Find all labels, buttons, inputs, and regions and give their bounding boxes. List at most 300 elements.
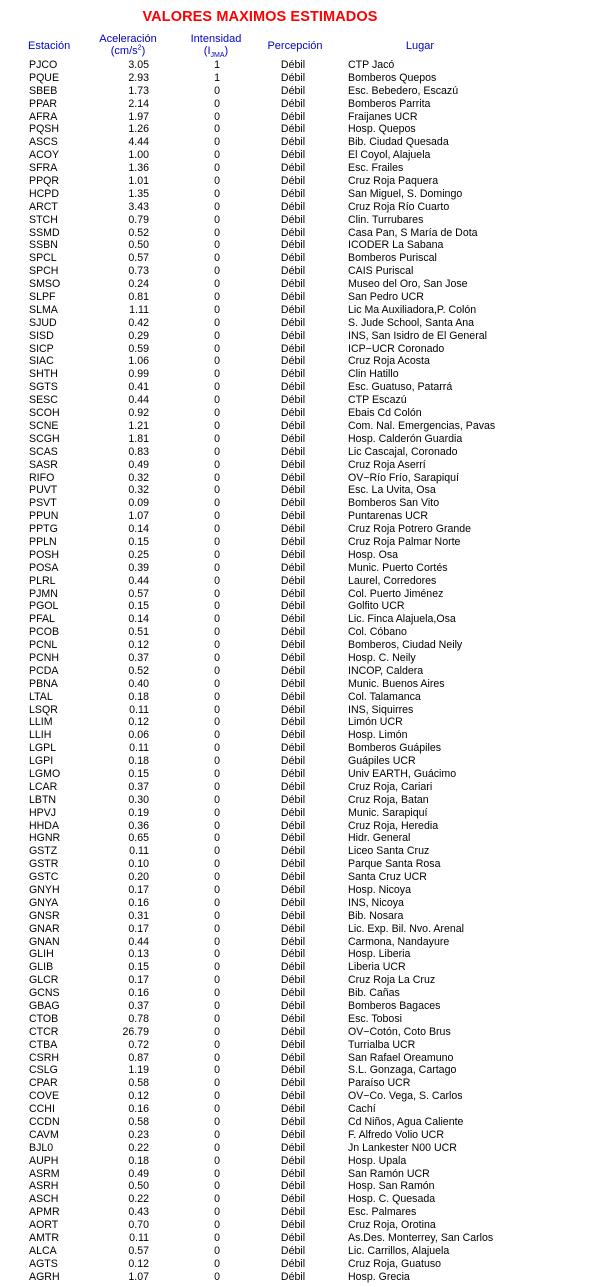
table-row — [0, 368, 590, 381]
location-name: Limón UCR — [348, 716, 403, 729]
station-code: CAVM — [29, 1128, 59, 1141]
intensity-value: 0 — [214, 175, 220, 188]
station-code: PQSH — [29, 123, 60, 136]
intensity-value: 0 — [214, 149, 220, 162]
location-name: OV−Cotón, Coto Brus — [348, 1025, 451, 1038]
location-name: Lic Cascajal, Coronado — [348, 445, 458, 458]
perception-value: Débil — [280, 535, 306, 548]
perception-value: Débil — [280, 110, 306, 123]
location-name: San Miguel, S. Domingo — [348, 187, 463, 200]
intensity-value: 0 — [214, 845, 220, 858]
header-intensidad — [180, 33, 252, 60]
station-code: POSH — [29, 548, 60, 561]
location-name: Hosp. Osa — [348, 548, 399, 561]
acceleration-value: 0.15 — [128, 600, 149, 613]
station-code: CTBA — [29, 1038, 58, 1051]
station-code: HPVJ — [29, 806, 57, 819]
intensity-value: 0 — [214, 213, 220, 226]
location-name: Cruz Roja La Cruz — [348, 974, 436, 987]
station-code: CCHI — [29, 1103, 55, 1116]
station-code: SCNE — [29, 419, 59, 432]
intensity-value: 0 — [214, 806, 220, 819]
acceleration-value: 2.93 — [128, 71, 149, 84]
station-code: HCPD — [29, 187, 60, 200]
acceleration-value: 1.81 — [128, 432, 149, 445]
perception-value: Débil — [280, 175, 306, 188]
intensity-value: 0 — [214, 523, 220, 536]
table-row — [0, 961, 590, 974]
perception-value: Débil — [280, 858, 306, 871]
station-code: GSTZ — [29, 845, 58, 858]
perception-value: Débil — [280, 574, 306, 587]
table-row — [0, 1232, 590, 1245]
intensity-value: 0 — [214, 303, 220, 316]
intensity-value: 0 — [214, 626, 220, 639]
location-name: OV−Río Frío, Sarapiquí — [348, 471, 459, 484]
intensity-value: 0 — [214, 1232, 220, 1245]
station-code: SPCL — [29, 252, 57, 265]
header-intensidad-unit — [180, 45, 252, 60]
intensity-value: 0 — [214, 1103, 220, 1116]
location-name: Esc. Palmares — [348, 1206, 417, 1219]
station-code: CSLG — [29, 1064, 58, 1077]
table-row — [0, 974, 590, 987]
acceleration-value: 0.52 — [128, 664, 149, 677]
acceleration-value: 0.92 — [128, 407, 149, 420]
acceleration-value: 0.12 — [128, 1090, 149, 1103]
perception-value: Débil — [280, 407, 306, 420]
header-intensidad-label: Intensidad — [190, 33, 242, 45]
acceleration-value: 4.44 — [128, 136, 149, 149]
location-name: Golfito UCR — [348, 600, 405, 613]
acceleration-value: 1.06 — [128, 355, 149, 368]
intensity-value: 0 — [214, 200, 220, 213]
acceleration-value: 0.50 — [128, 1180, 149, 1193]
table-row — [0, 948, 590, 961]
intensity-value: 0 — [214, 664, 220, 677]
location-name: Lic. Exp. Bil. Nvo. Arenal — [348, 922, 464, 935]
location-name: Hosp. Quepos — [348, 123, 416, 136]
location-name: Liceo Santa Cruz — [348, 845, 430, 858]
table-row — [0, 832, 590, 845]
station-code: COVE — [29, 1090, 60, 1103]
table-row — [0, 562, 590, 575]
table-row — [0, 343, 590, 356]
acceleration-value: 0.59 — [128, 342, 149, 355]
intensity-value: 0 — [214, 252, 220, 265]
acceleration-value: 0.52 — [128, 226, 149, 239]
acceleration-value: 0.18 — [128, 755, 149, 768]
acceleration-value: 0.29 — [128, 329, 149, 342]
intensity-value: 0 — [214, 755, 220, 768]
table-row — [0, 1245, 590, 1258]
station-code: PJCO — [29, 59, 58, 71]
location-name: Hosp. Calderón Guardia — [348, 432, 463, 445]
location-name: Col. Cóbano — [348, 626, 407, 639]
intensity-value: 0 — [214, 535, 220, 548]
acceleration-value: 1.73 — [128, 84, 149, 97]
intensity-value: 0 — [214, 1180, 220, 1193]
intensity-value: 0 — [214, 1077, 220, 1090]
acceleration-value: 0.17 — [128, 884, 149, 896]
station-code: GNYH — [29, 884, 60, 896]
station-code: PGOL — [29, 600, 59, 613]
station-code: SLPF — [29, 291, 56, 304]
location-name: Hosp. Grecia — [348, 1270, 410, 1283]
table-row — [0, 626, 590, 639]
station-code: GLIB — [29, 961, 54, 974]
perception-value: Débil — [280, 123, 306, 136]
station-code: LGPI — [29, 755, 54, 768]
station-code: GCNS — [29, 987, 60, 1000]
intensity-value: 0 — [214, 677, 220, 690]
perception-value: Débil — [280, 71, 306, 84]
table-row — [0, 1168, 590, 1181]
table-row — [0, 1193, 590, 1206]
perception-value: Débil — [280, 1193, 306, 1206]
intensity-value: 0 — [214, 922, 220, 935]
station-code: SMSO — [29, 278, 61, 291]
intensity-value: 0 — [214, 832, 220, 845]
perception-value: Débil — [280, 819, 306, 832]
table-row — [0, 794, 590, 807]
perception-value: Débil — [280, 445, 306, 458]
intensity-value: 0 — [214, 896, 220, 909]
station-code: CTCR — [29, 1025, 59, 1038]
table-row — [0, 1077, 590, 1090]
acceleration-value: 0.09 — [128, 497, 149, 510]
table-row — [0, 1180, 590, 1193]
station-code: PSVT — [29, 497, 57, 510]
table-row — [0, 845, 590, 858]
location-name: Cruz Roja Acosta — [348, 355, 430, 368]
perception-value: Débil — [280, 265, 306, 278]
header-aceleracion-label: Aceleración — [99, 33, 157, 45]
table-row — [0, 59, 590, 72]
perception-value: Débil — [280, 187, 306, 200]
station-code: HGNR — [29, 832, 61, 845]
location-name: Bib. Nosara — [348, 909, 404, 922]
acceleration-value: 0.11 — [129, 742, 149, 755]
perception-value: Débil — [280, 523, 306, 536]
station-code: PCNL — [29, 639, 58, 652]
table-row — [0, 1142, 590, 1155]
station-code: PCNH — [29, 651, 60, 664]
location-name: Bib. Ciudad Quesada — [348, 136, 449, 149]
location-name: San Rafael Oreamuno — [348, 1051, 454, 1064]
location-name: Hosp. C. Neily — [348, 651, 416, 664]
intensity-value: 0 — [214, 574, 220, 587]
station-code: CTOB — [29, 1012, 59, 1025]
station-code: SGTS — [29, 381, 58, 394]
station-code: LLIM — [29, 716, 53, 729]
acceleration-value: 1.36 — [128, 162, 149, 175]
acceleration-value: 0.15 — [128, 535, 149, 548]
acceleration-value: 1.01 — [128, 175, 149, 188]
table-row — [0, 497, 590, 510]
location-name: Bib. Cañas — [348, 987, 400, 1000]
perception-value: Débil — [280, 703, 306, 716]
location-name: Museo del Oro, San Jose — [348, 278, 468, 291]
header-lugar: Lugar — [405, 40, 435, 52]
station-code: SPCH — [29, 265, 59, 278]
intensity-value: 0 — [214, 974, 220, 987]
table-row — [0, 1116, 590, 1129]
perception-value: Débil — [280, 896, 306, 909]
station-code: HHDA — [29, 819, 60, 832]
acceleration-value: 0.16 — [128, 1103, 149, 1116]
perception-value: Débil — [280, 252, 306, 265]
acceleration-value: 3.05 — [128, 59, 149, 71]
acceleration-value: 0.14 — [128, 613, 149, 626]
intensity-value: 0 — [214, 1090, 220, 1103]
station-code: PPAR — [29, 97, 58, 110]
acceleration-value: 0.79 — [128, 213, 149, 226]
table-row — [0, 304, 590, 317]
perception-value: Débil — [280, 1206, 306, 1219]
station-code: GSTC — [29, 871, 59, 884]
station-code: GLIH — [29, 948, 54, 961]
perception-value: Débil — [280, 716, 306, 729]
table-row — [0, 639, 590, 652]
perception-value: Débil — [280, 806, 306, 819]
location-name: INS, Siquirres — [348, 703, 414, 716]
station-code: CPAR — [29, 1077, 58, 1090]
location-name: Liberia UCR — [348, 961, 406, 974]
table-row — [0, 536, 590, 549]
acceleration-value: 0.57 — [128, 587, 149, 600]
intensity-value: 0 — [214, 342, 220, 355]
intensity-value: 0 — [214, 1064, 220, 1077]
intensity-value: 0 — [214, 948, 220, 961]
perception-value: Débil — [280, 793, 306, 806]
intensity-value: 0 — [214, 445, 220, 458]
station-code: SBEB — [29, 84, 58, 97]
acceleration-value: 0.78 — [128, 1012, 149, 1025]
location-name: Carmona, Nandayure — [348, 935, 450, 948]
location-name: ICODER La Sabana — [348, 239, 444, 252]
perception-value: Débil — [280, 419, 306, 432]
table-row — [0, 910, 590, 923]
location-name: Clin Hatillo — [348, 368, 399, 381]
intensity-value: 0 — [214, 1193, 220, 1206]
intensity-value: 0 — [214, 858, 220, 871]
acceleration-value: 0.49 — [128, 458, 149, 471]
table-row — [0, 923, 590, 936]
unit-end: ) — [224, 45, 229, 57]
perception-value: Débil — [280, 651, 306, 664]
station-code: SASR — [29, 458, 58, 471]
station-code: LTAL — [29, 690, 53, 703]
acceleration-value: 0.18 — [128, 690, 149, 703]
intensity-value: 0 — [214, 316, 220, 329]
perception-value: Débil — [280, 587, 306, 600]
intensity-value: 0 — [214, 1244, 220, 1257]
location-name: Col. Puerto Jiménez — [348, 587, 444, 600]
intensity-value: 0 — [214, 587, 220, 600]
perception-value: Débil — [280, 1154, 306, 1167]
location-name: Munic. Puerto Cortés — [348, 561, 448, 574]
acceleration-value: 0.22 — [128, 1141, 149, 1154]
table-row — [0, 433, 590, 446]
perception-value: Débil — [280, 677, 306, 690]
table-row — [0, 136, 590, 149]
table-row — [0, 214, 590, 227]
perception-value: Débil — [280, 316, 306, 329]
station-code: AGTS — [29, 1257, 58, 1270]
station-code: SHTH — [29, 368, 58, 381]
intensity-value: 0 — [214, 110, 220, 123]
acceleration-value: 0.70 — [128, 1219, 149, 1232]
perception-value: Débil — [280, 974, 306, 987]
station-code: GSTR — [29, 858, 59, 871]
perception-value: Débil — [280, 1012, 306, 1025]
table-row — [0, 1090, 590, 1103]
intensity-value: 0 — [214, 600, 220, 613]
location-name: Hidr. General — [348, 832, 411, 845]
intensity-value: 0 — [214, 613, 220, 626]
table-row — [0, 484, 590, 497]
acceleration-value: 0.17 — [128, 974, 149, 987]
perception-value: Débil — [280, 1090, 306, 1103]
perception-value: Débil — [280, 639, 306, 652]
intensity-value: 0 — [214, 84, 220, 97]
location-name: Cruz Roja, Orotina — [348, 1219, 436, 1232]
location-name: Guápiles UCR — [348, 755, 416, 768]
table-row — [0, 781, 590, 794]
station-code: LLIH — [29, 729, 52, 742]
perception-value: Débil — [280, 600, 306, 613]
perception-value: Débil — [280, 767, 306, 780]
acceleration-value: 0.18 — [128, 1154, 149, 1167]
location-name: S.L. Gonzaga, Cartago — [348, 1064, 457, 1077]
perception-value: Débil — [280, 871, 306, 884]
acceleration-value: 0.87 — [128, 1051, 149, 1064]
table-row — [0, 201, 590, 214]
location-name: Santa Cruz UCR — [348, 871, 427, 884]
station-code: PCOB — [29, 626, 60, 639]
table-row — [0, 239, 590, 252]
station-code: CCDN — [29, 1116, 60, 1129]
perception-value: Débil — [280, 1219, 306, 1232]
table-row — [0, 575, 590, 588]
station-code: SIAC — [29, 355, 54, 368]
perception-value: Débil — [280, 394, 306, 407]
table-row — [0, 1026, 590, 1039]
location-name: Bomberos Quepos — [348, 71, 437, 84]
intensity-value: 0 — [214, 187, 220, 200]
location-name: Esc. Guatuso, Patarrá — [348, 381, 453, 394]
perception-value: Débil — [280, 1025, 306, 1038]
table-row — [0, 1129, 590, 1142]
table-row — [0, 278, 590, 291]
location-name: INS, Nicoya — [348, 896, 404, 909]
intensity-value: 0 — [214, 690, 220, 703]
station-code: PJMN — [29, 587, 58, 600]
location-name: CAIS Puriscal — [348, 265, 414, 278]
unit-base: (cm/s — [110, 45, 138, 57]
table-row — [0, 1064, 590, 1077]
table-row — [0, 1013, 590, 1026]
table-row — [0, 600, 590, 613]
table-row — [0, 884, 590, 897]
table-row — [0, 523, 590, 536]
location-name: Cruz Roja, Guatuso — [348, 1257, 442, 1270]
perception-value: Débil — [280, 1077, 306, 1090]
station-code: SISD — [29, 329, 54, 342]
acceleration-value: 0.22 — [128, 1193, 149, 1206]
intensity-value: 0 — [214, 819, 220, 832]
table-row — [0, 123, 590, 136]
acceleration-value: 0.83 — [128, 445, 149, 458]
intensity-value: 0 — [214, 1116, 220, 1129]
station-code: SSMD — [29, 226, 60, 239]
acceleration-value: 0.12 — [128, 639, 149, 652]
location-name: ICP−UCR Coronado — [348, 342, 445, 355]
perception-value: Débil — [280, 278, 306, 291]
location-name: Bomberos Puriscal — [348, 252, 437, 265]
location-name: San Pedro UCR — [348, 291, 424, 304]
acceleration-value: 0.25 — [128, 548, 149, 561]
location-name: Turrialba UCR — [348, 1038, 416, 1051]
table-row — [0, 175, 590, 188]
acceleration-value: 0.40 — [128, 677, 149, 690]
table-row — [0, 265, 590, 278]
location-name: Hosp. Liberia — [348, 948, 411, 961]
station-code: BJL0 — [29, 1141, 54, 1154]
acceleration-value: 1.11 — [129, 303, 149, 316]
intensity-value: 0 — [214, 162, 220, 175]
location-name: Esc. Tobosi — [348, 1012, 402, 1025]
intensity-value: 0 — [214, 278, 220, 291]
table-row — [0, 588, 590, 601]
table-row — [0, 459, 590, 472]
table-row — [0, 1155, 590, 1168]
perception-value: Débil — [280, 961, 306, 974]
acceleration-value: 0.32 — [128, 471, 149, 484]
table-row — [0, 188, 590, 201]
location-name: Bomberos Guápiles — [348, 742, 442, 755]
location-name: Lic. Carrillos, Alajuela — [348, 1244, 450, 1257]
header-percepcion: Percepción — [267, 40, 323, 52]
location-name: Puntarenas UCR — [348, 510, 429, 523]
table-row — [0, 510, 590, 523]
intensity-value: 0 — [214, 458, 220, 471]
perception-value: Débil — [280, 1180, 306, 1193]
acceleration-value: 0.16 — [128, 896, 149, 909]
perception-value: Débil — [280, 1051, 306, 1064]
intensity-value: 0 — [214, 987, 220, 1000]
table-row — [0, 613, 590, 626]
acceleration-value: 0.15 — [128, 961, 149, 974]
station-code: SSBN — [29, 239, 58, 252]
intensity-value: 0 — [214, 1012, 220, 1025]
station-code: SESC — [29, 394, 58, 407]
intensity-value: 0 — [214, 1000, 220, 1013]
table-row — [0, 665, 590, 678]
location-name: Hosp. Upala — [348, 1154, 407, 1167]
acceleration-value: 1.07 — [128, 510, 149, 523]
perception-value: Débil — [280, 484, 306, 497]
perception-value: Débil — [280, 742, 306, 755]
table-row — [0, 742, 590, 755]
table-row — [0, 807, 590, 820]
table-row — [0, 858, 590, 871]
station-code: SCOH — [29, 407, 60, 420]
station-code: PLRL — [29, 574, 56, 587]
perception-value: Débil — [280, 613, 306, 626]
acceleration-value: 0.12 — [128, 1257, 149, 1270]
